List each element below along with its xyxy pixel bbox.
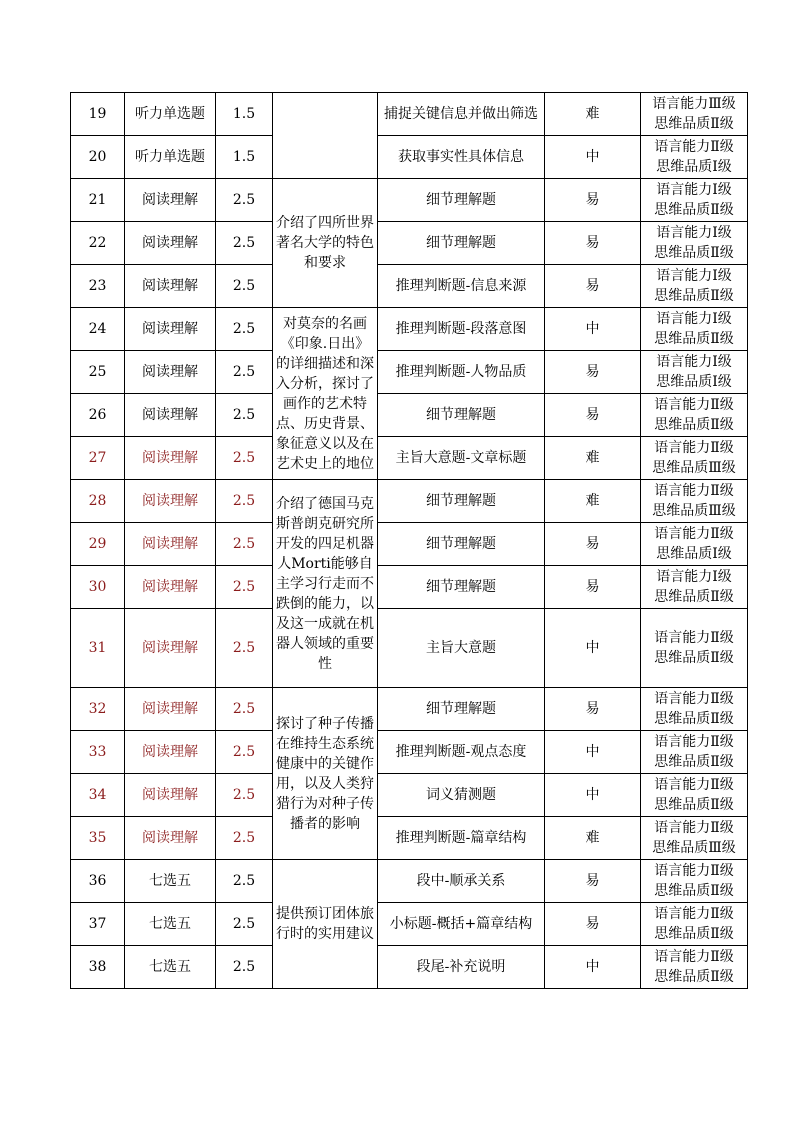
score-cell: 2.5: [216, 222, 273, 265]
question-type-cell: 阅读理解: [125, 351, 216, 394]
knowledge-point-cell: 细节理解题: [378, 222, 545, 265]
knowledge-point-cell: 细节理解题: [378, 523, 545, 566]
language-level-text: 语言能力Ⅰ级: [656, 311, 732, 327]
language-level-text: 语言能力Ⅲ级: [652, 96, 736, 112]
thinking-level-text: 思维品质Ⅱ级: [654, 417, 734, 433]
thinking-level-text: 思维品质Ⅲ级: [652, 503, 736, 519]
language-level-text: 语言能力Ⅱ级: [654, 820, 734, 836]
score-cell: 2.5: [216, 566, 273, 609]
language-level-text: 语言能力Ⅰ级: [656, 225, 732, 241]
language-level-text: 语言能力Ⅱ级: [654, 691, 734, 707]
language-level-text: 语言能力Ⅰ级: [656, 354, 732, 370]
question-number-cell: 23: [71, 265, 125, 308]
knowledge-point-cell: 段尾-补充说明: [378, 946, 545, 989]
knowledge-point-cell: 段中-顺承关系: [378, 860, 545, 903]
question-type-cell: 阅读理解: [125, 523, 216, 566]
language-level-text: 语言能力Ⅱ级: [654, 483, 734, 499]
difficulty-cell: 易: [545, 903, 641, 946]
score-cell: 2.5: [216, 480, 273, 523]
passage-summary-cell: [273, 93, 378, 179]
knowledge-point-cell: 推理判断题-段落意图: [378, 308, 545, 351]
table-row: [71, 946, 748, 989]
table-row: [71, 731, 748, 774]
question-type-cell: 阅读理解: [125, 480, 216, 523]
question-type-cell: 听力单选题: [125, 136, 216, 179]
knowledge-point-cell: 推理判断题-观点态度: [378, 731, 545, 774]
table-row: [71, 860, 748, 903]
difficulty-cell: 中: [545, 946, 641, 989]
question-number-cell: 24: [71, 308, 125, 351]
question-type-cell: 七选五: [125, 860, 216, 903]
passage-summary-cell: 介绍了德国马克斯普朗克研究所开发的四足机器人Morti能够自主学习行走而不跌倒的能力，以及这一成就在机器人领域的重要性: [273, 480, 378, 688]
difficulty-cell: 易: [545, 265, 641, 308]
ability-level-cell: [641, 609, 748, 688]
table-row: [71, 609, 748, 688]
language-level-text: 语言能力Ⅱ级: [654, 777, 734, 793]
language-level-text: 语言能力Ⅱ级: [654, 863, 734, 879]
question-number-cell: 38: [71, 946, 125, 989]
table-row: [71, 903, 748, 946]
language-level-text: 语言能力Ⅱ级: [654, 397, 734, 413]
difficulty-cell: 易: [545, 566, 641, 609]
ability-level-cell: [641, 179, 748, 222]
question-number-cell: 27: [71, 437, 125, 480]
difficulty-cell: 易: [545, 394, 641, 437]
difficulty-cell: 易: [545, 222, 641, 265]
score-cell: 1.5: [216, 93, 273, 136]
table-row: [71, 566, 748, 609]
thinking-level-text: 思维品质Ⅱ级: [654, 116, 734, 132]
score-cell: 2.5: [216, 774, 273, 817]
ability-level-cell: [641, 903, 748, 946]
passage-summary-cell: 介绍了四所世界著名大学的特色和要求: [273, 179, 378, 308]
ability-level-cell: [641, 394, 748, 437]
score-cell: 2.5: [216, 308, 273, 351]
score-cell: 2.5: [216, 903, 273, 946]
table-row: [71, 523, 748, 566]
ability-level-cell: [641, 136, 748, 179]
language-level-text: 语言能力Ⅱ级: [654, 526, 734, 542]
language-level-text: 语言能力Ⅰ级: [656, 268, 732, 284]
question-number-cell: 28: [71, 480, 125, 523]
table-row: [71, 308, 748, 351]
question-number-cell: 22: [71, 222, 125, 265]
language-level-text: 语言能力Ⅱ级: [654, 440, 734, 456]
ability-level-cell: [641, 817, 748, 860]
knowledge-point-cell: 小标题-概括+篇章结构: [378, 903, 545, 946]
ability-level-cell: [641, 566, 748, 609]
question-number-cell: 36: [71, 860, 125, 903]
score-cell: 2.5: [216, 731, 273, 774]
language-level-text: 语言能力Ⅱ级: [654, 949, 734, 965]
knowledge-point-cell: 推理判断题-人物品质: [378, 351, 545, 394]
question-analysis-table: [70, 92, 748, 989]
knowledge-point-cell: 细节理解题: [378, 688, 545, 731]
ability-level-cell: [641, 860, 748, 903]
passage-summary-cell: 对莫奈的名画《印象.日出》的详细描述和深入分析，探讨了画作的艺术特点、历史背景、象征意义以及在艺术史上的地位: [273, 308, 378, 480]
score-cell: 1.5: [216, 136, 273, 179]
question-number-cell: 37: [71, 903, 125, 946]
question-number-cell: 19: [71, 93, 125, 136]
ability-level-cell: [641, 774, 748, 817]
thinking-level-text: 思维品质Ⅱ级: [654, 711, 734, 727]
language-level-text: 语言能力Ⅰ级: [656, 182, 732, 198]
score-cell: 2.5: [216, 817, 273, 860]
knowledge-point-cell: 细节理解题: [378, 480, 545, 523]
ability-level-cell: [641, 351, 748, 394]
thinking-level-text: 思维品质Ⅱ级: [654, 288, 734, 304]
score-cell: 2.5: [216, 688, 273, 731]
language-level-text: 语言能力Ⅱ级: [654, 630, 734, 646]
passage-summary-cell: 提供预订团体旅行时的实用建议: [273, 860, 378, 989]
thinking-level-text: 思维品质Ⅱ级: [654, 883, 734, 899]
table-row: [71, 437, 748, 480]
difficulty-cell: 中: [545, 136, 641, 179]
question-number-cell: 30: [71, 566, 125, 609]
thinking-level-text: 思维品质Ⅰ级: [656, 546, 732, 562]
question-number-cell: 31: [71, 609, 125, 688]
ability-level-cell: [641, 946, 748, 989]
difficulty-cell: 易: [545, 179, 641, 222]
knowledge-point-cell: 捕捉关键信息并做出筛选: [378, 93, 545, 136]
ability-level-cell: [641, 308, 748, 351]
question-type-cell: 七选五: [125, 946, 216, 989]
score-cell: 2.5: [216, 860, 273, 903]
question-number-cell: 33: [71, 731, 125, 774]
knowledge-point-cell: 获取事实性具体信息: [378, 136, 545, 179]
difficulty-cell: 中: [545, 731, 641, 774]
thinking-level-text: 思维品质Ⅱ级: [654, 926, 734, 942]
thinking-level-text: 思维品质Ⅱ级: [654, 754, 734, 770]
ability-level-cell: [641, 523, 748, 566]
ability-level-cell: [641, 480, 748, 523]
question-type-cell: 阅读理解: [125, 774, 216, 817]
knowledge-point-cell: 词义猜测题: [378, 774, 545, 817]
table-row: [71, 480, 748, 523]
score-cell: 2.5: [216, 265, 273, 308]
table-row: [71, 222, 748, 265]
table-row: [71, 136, 748, 179]
table-row: [71, 93, 748, 136]
score-cell: 2.5: [216, 523, 273, 566]
difficulty-cell: 易: [545, 523, 641, 566]
difficulty-cell: 易: [545, 688, 641, 731]
thinking-level-text: 思维品质Ⅱ级: [654, 589, 734, 605]
question-type-cell: 阅读理解: [125, 817, 216, 860]
difficulty-cell: 难: [545, 93, 641, 136]
difficulty-cell: 难: [545, 437, 641, 480]
score-cell: 2.5: [216, 437, 273, 480]
knowledge-point-cell: 主旨大意题-文章标题: [378, 437, 545, 480]
table-row: [71, 394, 748, 437]
table-row: [71, 817, 748, 860]
question-type-cell: 阅读理解: [125, 394, 216, 437]
question-type-cell: 七选五: [125, 903, 216, 946]
table-row: [71, 774, 748, 817]
difficulty-cell: 易: [545, 351, 641, 394]
difficulty-cell: 中: [545, 609, 641, 688]
question-type-cell: 阅读理解: [125, 222, 216, 265]
thinking-level-text: 思维品质Ⅱ级: [654, 969, 734, 985]
thinking-level-text: 思维品质Ⅱ级: [654, 797, 734, 813]
score-cell: 2.5: [216, 394, 273, 437]
thinking-level-text: 思维品质Ⅱ级: [654, 650, 734, 666]
knowledge-point-cell: 推理判断题-篇章结构: [378, 817, 545, 860]
score-cell: 2.5: [216, 351, 273, 394]
question-number-cell: 35: [71, 817, 125, 860]
difficulty-cell: 难: [545, 817, 641, 860]
question-number-cell: 34: [71, 774, 125, 817]
thinking-level-text: 思维品质Ⅰ级: [656, 159, 732, 175]
score-cell: 2.5: [216, 179, 273, 222]
knowledge-point-cell: 主旨大意题: [378, 609, 545, 688]
thinking-level-text: 思维品质Ⅰ级: [656, 374, 732, 390]
ability-level-cell: [641, 688, 748, 731]
question-type-cell: 阅读理解: [125, 688, 216, 731]
score-cell: 2.5: [216, 946, 273, 989]
language-level-text: 语言能力Ⅱ级: [654, 139, 734, 155]
ability-level-cell: [641, 222, 748, 265]
ability-level-cell: [641, 93, 748, 136]
difficulty-cell: 中: [545, 308, 641, 351]
table-row: [71, 351, 748, 394]
ability-level-cell: [641, 437, 748, 480]
thinking-level-text: 思维品质Ⅱ级: [654, 331, 734, 347]
ability-level-cell: [641, 731, 748, 774]
language-level-text: 语言能力Ⅱ级: [654, 734, 734, 750]
score-cell: 2.5: [216, 609, 273, 688]
knowledge-point-cell: 细节理解题: [378, 394, 545, 437]
thinking-level-text: 思维品质Ⅲ级: [652, 460, 736, 476]
language-level-text: 语言能力Ⅰ级: [656, 569, 732, 585]
question-type-cell: 阅读理解: [125, 566, 216, 609]
knowledge-point-cell: 推理判断题-信息来源: [378, 265, 545, 308]
question-type-cell: 阅读理解: [125, 308, 216, 351]
table-row: [71, 179, 748, 222]
question-number-cell: 32: [71, 688, 125, 731]
table-row: [71, 688, 748, 731]
difficulty-cell: 中: [545, 774, 641, 817]
question-type-cell: 阅读理解: [125, 609, 216, 688]
question-number-cell: 29: [71, 523, 125, 566]
question-type-cell: 阅读理解: [125, 265, 216, 308]
question-number-cell: 26: [71, 394, 125, 437]
thinking-level-text: 思维品质Ⅱ级: [654, 245, 734, 261]
question-number-cell: 20: [71, 136, 125, 179]
language-level-text: 语言能力Ⅱ级: [654, 906, 734, 922]
question-type-cell: 阅读理解: [125, 179, 216, 222]
difficulty-cell: 难: [545, 480, 641, 523]
thinking-level-text: 思维品质Ⅱ级: [654, 202, 734, 218]
question-type-cell: 阅读理解: [125, 437, 216, 480]
question-type-cell: 听力单选题: [125, 93, 216, 136]
knowledge-point-cell: 细节理解题: [378, 179, 545, 222]
question-type-cell: 阅读理解: [125, 731, 216, 774]
table-row: [71, 265, 748, 308]
difficulty-cell: 易: [545, 860, 641, 903]
question-number-cell: 21: [71, 179, 125, 222]
thinking-level-text: 思维品质Ⅲ级: [652, 840, 736, 856]
knowledge-point-cell: 细节理解题: [378, 566, 545, 609]
question-number-cell: 25: [71, 351, 125, 394]
ability-level-cell: [641, 265, 748, 308]
passage-summary-cell: 探讨了种子传播在维持生态系统健康中的关键作用，以及人类狩猎行为对种子传播者的影响: [273, 688, 378, 860]
